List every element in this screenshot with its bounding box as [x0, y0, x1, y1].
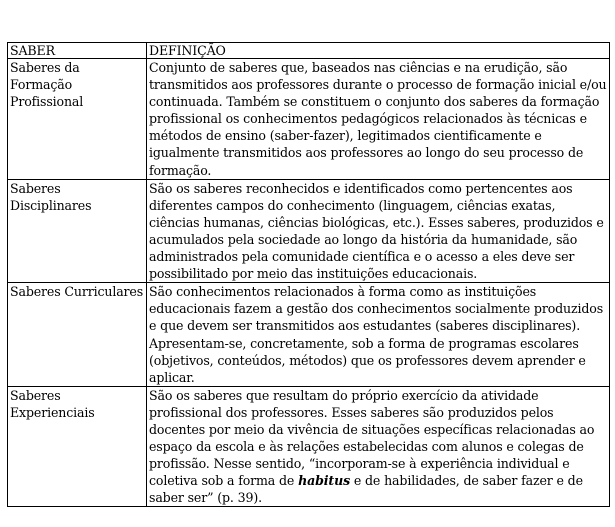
- table-row: [8, 283, 610, 387]
- header-definicao: DEFINIÇÃO: [147, 43, 610, 59]
- saber-cell: Saberes Curriculares: [8, 283, 147, 387]
- saberes-table: [7, 42, 610, 507]
- habitus-emphasis: habitus: [298, 473, 351, 489]
- header-saber: SABER: [8, 43, 147, 59]
- definicao-cell: [147, 386, 610, 507]
- document-page: [7, 42, 609, 507]
- definicao-cell: Conjunto de saberes que, baseados nas ciências e na erudição, são transmitidos aos professores durante o processo de formação inicial e/ou continuada. Também se constituem o conjunto dos saberes da formação profissional os conhecimentos pedagógicos relacionados às técnicas e métodos de ensino (saber-fazer), legitimados cientificamente e igualmente transmitidos aos professores ao longo do seu processo de formação.: [147, 59, 610, 180]
- saber-cell: Saberes da Formação Profissional: [8, 59, 147, 180]
- definicao-cell: São os saberes reconhecidos e identificados como pertencentes aos diferentes campos do conhecimento (linguagem, ciências exatas, ciências humanas, ciências biológicas, etc.). Esses saberes, produzidos e acumulados pela sociedade ao longo da história da humanidade, são administrados pela comunidade científica e o acesso a eles deve ser possibilitado por meio das instituições educacionais.: [147, 179, 610, 283]
- saber-cell: Saberes Experienciais: [8, 386, 147, 507]
- definicao-cell: São conhecimentos relacionados à forma como as instituições educacionais fazem a gestão dos conhecimentos socialmente produzidos e que devem ser transmitidos aos estudantes (saberes disciplinares). Apresentam-se, concretamente, sob a forma de programas escolares (objetivos, conteúdos, métodos) que os professores devem aprender e aplicar.: [147, 283, 610, 387]
- table-header-row: [8, 43, 610, 59]
- definicao-text: e de habilidades, de saber fazer e de saber ser” (p. 39).: [149, 473, 583, 506]
- saber-cell: Saberes Disciplinares: [8, 179, 147, 283]
- table-row: [8, 59, 610, 180]
- table-row: [8, 179, 610, 283]
- table-row: [8, 386, 610, 507]
- definicao-text: São os saberes que resultam do próprio exercício da atividade profissional dos professores. Esses saberes são produzidos pelos docentes por meio da vivência de situações específicas relacionadas ao espaço da escola e às relações estabelecidas com alunos e colegas de profissão. Nesse sentido, “incorporam-se à experiência individual e coletiva sob a forma de: [149, 387, 595, 489]
